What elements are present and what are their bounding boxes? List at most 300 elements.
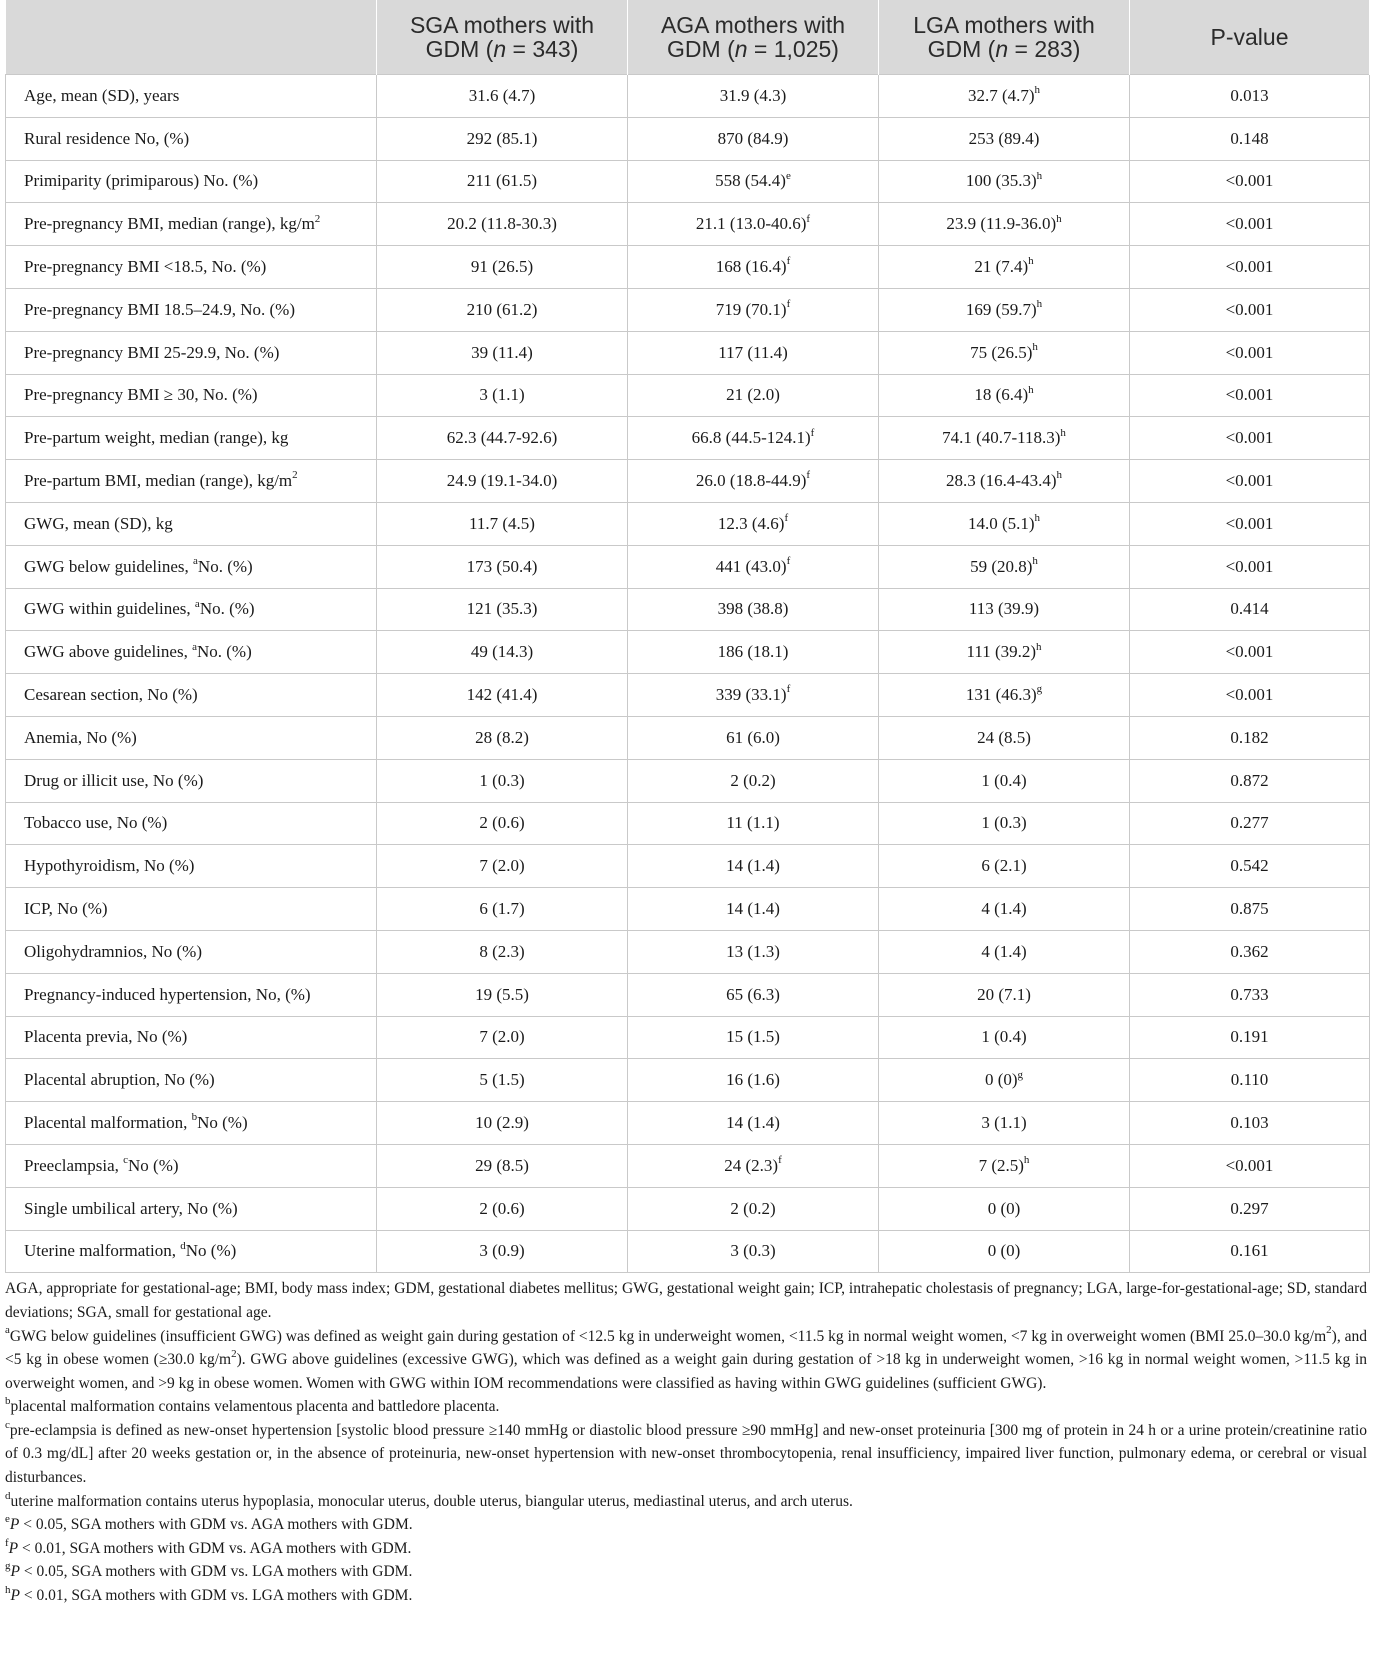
lga-value-footnote-mark: h [1056, 469, 1062, 482]
sga-value-text: 1 (0.3) [479, 770, 525, 790]
footnote-mark: f [5, 1536, 9, 1549]
lga-value [879, 930, 1130, 973]
p-value: <0.001 [1130, 203, 1370, 246]
row-label-suffix: No (%) [197, 1113, 248, 1133]
lga-value [879, 845, 1130, 888]
lga-value [879, 502, 1130, 545]
sga-value [377, 716, 628, 759]
column-header-2 [628, 0, 879, 75]
lga-value [879, 716, 1130, 759]
lga-value-text: 18 (6.4) [974, 385, 1029, 405]
lga-value [879, 417, 1130, 460]
aga-value-text: 339 (33.1) [715, 685, 787, 705]
aga-value [628, 75, 879, 118]
table-row [6, 588, 1370, 631]
aga-value-text: 65 (6.3) [726, 984, 780, 1004]
sga-value [377, 160, 628, 203]
row-label-footnote-mark: 2 [292, 469, 298, 482]
lga-value [879, 331, 1130, 374]
column-header-1 [377, 0, 628, 75]
aga-value-text: 870 (84.9) [717, 128, 789, 148]
row-label-text: Tobacco use, No (%) [24, 813, 168, 833]
table-row [6, 160, 1370, 203]
row-label [6, 160, 377, 203]
footnote-mark: h [5, 1583, 11, 1596]
footnote-c: $^c$pre-eclampsia is defined as new-onset hypertension [systolic blood pressure ≥140 mmHg or diastolic blood pressure ≥90 mmHg] and new-onset proteinuria [300 mg of protein in 24 h or a urine protein/creatinine ratio of 0.3 mg/dL] after 20 weeks gestation or, in the absence of proteinuria, new-onset hypertension with new-onset thrombocytopenia, renal insufficiency, impaired liver function, pulmonary edema, or cerebral or visual disturbances. [5, 1418, 1367, 1487]
p-value: 0.148 [1130, 117, 1370, 160]
column-header-4 [1130, 0, 1370, 75]
lga-value [879, 203, 1130, 246]
footnote-g [5, 1560, 1367, 1584]
p-value: 0.414 [1130, 588, 1370, 631]
aga-value [628, 802, 879, 845]
sga-value-text: 11.7 (4.5) [469, 513, 535, 533]
lga-value-footnote-mark: h [1032, 555, 1038, 567]
row-label-text: Anemia, No (%) [24, 727, 137, 747]
lga-value-footnote-mark: h [1036, 640, 1042, 653]
p-value: <0.001 [1130, 631, 1370, 674]
p-value: 0.733 [1130, 973, 1370, 1016]
row-label-suffix: No. (%) [197, 556, 253, 576]
aga-value-text: 14 (1.4) [726, 899, 780, 919]
footnote-h [5, 1584, 1367, 1608]
table-row [6, 973, 1370, 1016]
sga-value-text: 7 (2.0) [479, 1027, 525, 1047]
table-row [6, 203, 1370, 246]
lga-value [879, 246, 1130, 289]
aga-value-footnote-mark: f [806, 469, 811, 482]
row-label-text: Rural residence No, (%) [24, 128, 190, 148]
row-label-text: Pre-pregnancy BMI ≥ 30, No. (%) [24, 385, 258, 405]
table-row [6, 1016, 1370, 1059]
lga-value-text: 111 (39.2) [966, 642, 1037, 662]
row-label [6, 588, 377, 631]
row-label-text: Single umbilical artery, No (%) [24, 1198, 238, 1218]
row-label-text: GWG within guidelines, [24, 599, 195, 619]
row-label [6, 374, 377, 417]
row-label [6, 845, 377, 888]
aga-value [628, 674, 879, 717]
aga-value [628, 374, 879, 417]
lga-value-footnote-mark: h [1034, 84, 1041, 97]
column-header-n: n [734, 36, 748, 62]
aga-value-text: 21.1 (13.0-40.6) [695, 214, 807, 234]
lga-value-text: 23.9 (11.9-36.0) [946, 214, 1057, 234]
p-value: <0.001 [1130, 674, 1370, 717]
footnote-mark: g [5, 1560, 11, 1573]
aga-value [628, 930, 879, 973]
column-header-text: AGA mothers with GDM ( [660, 12, 846, 62]
row-label-footnote-mark: a [194, 597, 200, 610]
aga-value-text: 24 (2.3) [724, 1155, 779, 1175]
table-row [6, 117, 1370, 160]
sga-value-text: 91 (26.5) [470, 257, 534, 277]
footnote-a: $^a$GWG below guidelines (insufficient GWG) was defined as weight gain during gestation of <12.5 kg in underweight women, <11.5 kg in normal weight women, <7 kg in overweight women (BMI 25.0–30.0 $kg/m^2$), and <5 kg in obese women (≥30.0 $kg/m^2$). GWG above guidelines (excessive GWG), which was defined as a weight gain during gestation of >18 kg in underweight women, >16 kg in normal weight women, >11.5 kg in overweight women, and >9 kg in obese women. Women with GWG within IOM recommendations were classified as having within GWG guidelines (sufficient GWG). [5, 1324, 1367, 1392]
aga-value [628, 1230, 879, 1273]
sga-value [377, 930, 628, 973]
aga-value [628, 1059, 879, 1102]
row-label [6, 674, 377, 717]
p-value: 0.110 [1130, 1059, 1370, 1102]
column-header-n: n [995, 36, 1009, 62]
lga-value-text: 4 (1.4) [981, 899, 1027, 919]
sga-value-text: 3 (0.9) [479, 1241, 525, 1261]
sga-value [377, 888, 628, 931]
sga-value-text: 173 (50.4) [466, 556, 538, 576]
row-label [6, 1059, 377, 1102]
row-label [6, 1016, 377, 1059]
aga-value [628, 203, 879, 246]
aga-value [628, 246, 879, 289]
p-value: 0.875 [1130, 888, 1370, 931]
aga-value-footnote-mark: f [778, 1154, 782, 1167]
p-value: 0.103 [1130, 1102, 1370, 1145]
lga-value [879, 631, 1130, 674]
sga-value-text: 2 (0.6) [479, 813, 525, 833]
sga-value [377, 417, 628, 460]
lga-value-text: 100 (35.3) [965, 171, 1037, 191]
row-label [6, 1230, 377, 1273]
lga-value-text: 1 (0.4) [981, 770, 1027, 790]
aga-value [628, 973, 879, 1016]
lga-value-text: 1 (0.4) [981, 1027, 1027, 1047]
aga-value-text: 2 (0.2) [730, 1198, 776, 1218]
table-container [5, 0, 1369, 1608]
table-row [6, 545, 1370, 588]
sga-value-text: 20.2 (11.8-30.3) [447, 214, 557, 234]
lga-value-text: 24 (8.5) [977, 727, 1031, 747]
row-label-footnote-mark: b [191, 1111, 198, 1124]
row-label-text: Pre-partum BMI, median (range), kg/m [24, 471, 293, 491]
lga-value-text: 32.7 (4.7) [967, 85, 1035, 105]
sga-value [377, 631, 628, 674]
lga-value [879, 117, 1130, 160]
column-header-n: n [493, 36, 507, 62]
row-label-text: GWG below guidelines, [24, 556, 194, 576]
lga-value [879, 973, 1130, 1016]
column-header-3 [879, 0, 1130, 75]
lga-value-footnote-mark: h [1032, 341, 1038, 354]
table-row [6, 1144, 1370, 1187]
aga-value-text: 16 (1.6) [726, 1070, 780, 1090]
column-header-0 [6, 0, 377, 75]
aga-value-text: 21 (2.0) [726, 385, 780, 405]
aga-value-text: 117 (11.4) [718, 342, 788, 362]
table-row [6, 75, 1370, 118]
lga-value-text: 6 (2.1) [981, 856, 1027, 876]
lga-value-text: 0 (0) [987, 1198, 1021, 1218]
row-label-suffix: No (%) [128, 1155, 179, 1175]
table-row [6, 374, 1370, 417]
lga-value-text: 131 (46.3) [965, 685, 1037, 705]
sga-value-text: 8 (2.3) [479, 941, 525, 961]
aga-value [628, 288, 879, 331]
lga-value-footnote-mark: g [1036, 683, 1043, 696]
aga-value-footnote-mark: f [806, 212, 811, 225]
aga-value-footnote-mark: f [786, 555, 791, 567]
aga-value [628, 1187, 879, 1230]
footnote-d: $^d$uterine malformation contains uterus hypoplasia, monocular uterus, double uterus, biangular uterus, mediastinal uterus, and arch uterus. [5, 1489, 853, 1510]
footnote-text: < 0.05, SGA mothers with GDM vs. LGA mothers with GDM. [19, 1563, 413, 1581]
table-row [6, 460, 1370, 503]
column-header-count: = 1,025) [747, 36, 839, 62]
lga-value-text: 74.1 (40.7-118.3) [942, 428, 1061, 448]
sga-value-text: 5 (1.5) [479, 1070, 525, 1090]
table-row [6, 716, 1370, 759]
lga-value-text: 21 (7.4) [974, 257, 1029, 277]
aga-value-text: 168 (16.4) [715, 257, 787, 277]
sga-value [377, 502, 628, 545]
p-value: 0.297 [1130, 1187, 1370, 1230]
sga-value [377, 75, 628, 118]
lga-value-text: 75 (26.5) [970, 342, 1033, 362]
sga-value [377, 845, 628, 888]
table-row [6, 246, 1370, 289]
p-value: <0.001 [1130, 246, 1370, 289]
sga-value [377, 288, 628, 331]
aga-value-text: 2 (0.2) [730, 770, 776, 790]
row-label-text: Hypothyroidism, No (%) [24, 856, 195, 876]
footnote-b: $^b$placental malformation contains velamentous placenta and battledore placenta. [5, 1395, 500, 1416]
footnote-mark: e [5, 1513, 10, 1526]
p-value: <0.001 [1130, 331, 1370, 374]
sga-value [377, 117, 628, 160]
sga-value-text: 29 (8.5) [475, 1155, 529, 1175]
row-label-text: Placental abruption, No (%) [24, 1070, 215, 1090]
row-label-text: Placenta previa, No (%) [24, 1027, 188, 1047]
row-label [6, 1102, 377, 1145]
row-label-text: Pre-pregnancy BMI <18.5, No. (%) [24, 257, 267, 277]
table-row [6, 288, 1370, 331]
p-value: <0.001 [1130, 288, 1370, 331]
row-label [6, 117, 377, 160]
sga-value [377, 1187, 628, 1230]
p-value: <0.001 [1130, 417, 1370, 460]
lga-value [879, 1144, 1130, 1187]
footnotes [5, 1277, 1369, 1607]
sga-value [377, 759, 628, 802]
aga-value-text: 14 (1.4) [726, 1113, 780, 1133]
sga-value-text: 2 (0.6) [479, 1198, 525, 1218]
lga-value-text: 4 (1.4) [981, 941, 1027, 961]
row-label [6, 545, 377, 588]
table-header [6, 0, 1370, 75]
aga-value [628, 117, 879, 160]
lga-value-text: 7 (2.5) [978, 1155, 1024, 1175]
aga-value-footnote-mark: f [786, 255, 791, 268]
sga-value [377, 674, 628, 717]
aga-value-text: 719 (70.1) [715, 299, 787, 319]
p-value: 0.191 [1130, 1016, 1370, 1059]
row-label [6, 631, 377, 674]
row-label [6, 1187, 377, 1230]
row-label [6, 331, 377, 374]
lga-value [879, 888, 1130, 931]
row-label-text: Drug or illicit use, No (%) [24, 770, 204, 790]
footnote-text: < 0.01, SGA mothers with GDM vs. AGA mothers with GDM. [18, 1539, 412, 1557]
lga-value [879, 1016, 1130, 1059]
table-row [6, 502, 1370, 545]
lga-value-text: 169 (59.7) [965, 299, 1037, 319]
sga-value [377, 1102, 628, 1145]
row-label-suffix: No (%) [185, 1241, 237, 1261]
sga-value [377, 1059, 628, 1102]
footnote-e [5, 1513, 1367, 1537]
lga-value-text: 253 (89.4) [968, 128, 1040, 148]
aga-value [628, 331, 879, 374]
footnote-text: < 0.05, SGA mothers with GDM vs. AGA mothers with GDM. [19, 1516, 413, 1534]
sga-value [377, 545, 628, 588]
row-label-footnote-mark: d [180, 1239, 186, 1252]
lga-value-text: 20 (7.1) [977, 984, 1031, 1004]
p-value: 0.013 [1130, 75, 1370, 118]
aga-value-text: 15 (1.5) [726, 1027, 780, 1047]
column-header-text: LGA mothers with GDM ( [913, 12, 1095, 62]
lga-value [879, 75, 1130, 118]
row-label-text: ICP, No (%) [24, 899, 108, 919]
p-value: 0.277 [1130, 802, 1370, 845]
aga-value [628, 502, 879, 545]
row-label-text: Pre-pregnancy BMI, median (range), kg/m [24, 214, 315, 234]
row-label [6, 973, 377, 1016]
p-value: 0.182 [1130, 716, 1370, 759]
row-label-text: Placental malformation, [24, 1113, 192, 1133]
lga-value-text: 1 (0.3) [981, 813, 1027, 833]
lga-value-text: 28.3 (16.4-43.4) [946, 471, 1057, 491]
row-label [6, 203, 377, 246]
p-value: <0.001 [1130, 374, 1370, 417]
row-label-footnote-mark: c [123, 1154, 129, 1167]
lga-value-footnote-mark: g [1017, 1068, 1024, 1081]
sga-value-text: 211 (61.5) [466, 171, 538, 191]
sga-value [377, 802, 628, 845]
footnote-f [5, 1537, 1367, 1561]
row-label [6, 802, 377, 845]
table-row [6, 845, 1370, 888]
lga-value [879, 374, 1130, 417]
aga-value-text: 13 (1.3) [726, 941, 780, 961]
lga-value [879, 1059, 1130, 1102]
row-label-text: Oligohydramnios, No (%) [24, 941, 203, 961]
sga-value-text: 6 (1.7) [479, 899, 525, 919]
lga-value [879, 1102, 1130, 1145]
sga-value [377, 460, 628, 503]
lga-value [879, 1230, 1130, 1273]
row-label [6, 502, 377, 545]
row-label-text: Pregnancy-induced hypertension, No, (%) [24, 984, 311, 1004]
sga-value-text: 49 (14.3) [470, 642, 534, 662]
lga-value-footnote-mark: h [1034, 512, 1041, 525]
sga-value-text: 292 (85.1) [466, 128, 538, 148]
lga-value [879, 1187, 1130, 1230]
sga-value-text: 142 (41.4) [466, 685, 538, 705]
sga-value [377, 1016, 628, 1059]
footnote-p-symbol: P [10, 1587, 20, 1605]
aga-value-footnote-mark: f [784, 512, 789, 525]
lga-value [879, 759, 1130, 802]
row-label-text: Pre-pregnancy BMI 18.5–24.9, No. (%) [24, 299, 295, 319]
table-row [6, 1230, 1370, 1273]
lga-value [879, 160, 1130, 203]
row-label-footnote-mark: a [193, 555, 198, 567]
lga-value [879, 545, 1130, 588]
row-label-text: Primiparity (primiparous) No. (%) [24, 171, 259, 191]
aga-value-text: 66.8 (44.5-124.1) [691, 428, 811, 448]
aga-value-text: 398 (38.8) [717, 599, 789, 619]
row-label [6, 417, 377, 460]
sga-value-text: 31.6 (4.7) [468, 85, 536, 105]
row-label [6, 759, 377, 802]
aga-value-footnote-mark: f [786, 683, 791, 696]
sga-value [377, 1230, 628, 1273]
aga-value-text: 186 (18.1) [717, 642, 789, 662]
sga-value-text: 10 (2.9) [475, 1113, 529, 1133]
row-label [6, 288, 377, 331]
lga-value [879, 588, 1130, 631]
aga-value [628, 588, 879, 631]
sga-value [377, 246, 628, 289]
aga-value-text: 3 (0.3) [730, 1241, 776, 1261]
row-label-text: Uterine malformation, [24, 1241, 181, 1261]
row-label [6, 888, 377, 931]
table-row [6, 802, 1370, 845]
sga-value-text: 121 (35.3) [466, 599, 538, 619]
lga-value-text: 14.0 (5.1) [967, 513, 1035, 533]
aga-value-text: 12.3 (4.6) [717, 513, 785, 533]
footnote-text: < 0.01, SGA mothers with GDM vs. LGA mothers with GDM. [19, 1587, 413, 1605]
lga-value-footnote-mark: h [1060, 426, 1066, 439]
aga-value [628, 1102, 879, 1145]
sga-value-text: 39 (11.4) [471, 342, 533, 362]
row-label-text: Pre-partum weight, median (range), kg [24, 428, 289, 448]
lga-value-text: 3 (1.1) [981, 1113, 1027, 1133]
sga-value-text: 7 (2.0) [479, 856, 525, 876]
column-header-count: = 283) [1008, 36, 1081, 62]
lga-value-footnote-mark: h [1036, 169, 1043, 182]
lga-value-text: 0 (0) [987, 1241, 1021, 1261]
lga-value-footnote-mark: h [1056, 212, 1062, 225]
aga-value-footnote-mark: f [786, 298, 791, 311]
row-label-footnote-mark: 2 [314, 212, 321, 225]
p-value: 0.542 [1130, 845, 1370, 888]
aga-value-footnote-mark: e [785, 169, 791, 182]
aga-value-text: 61 (6.0) [726, 727, 780, 747]
p-value: <0.001 [1130, 160, 1370, 203]
row-label [6, 460, 377, 503]
sga-value-text: 62.3 (44.7-92.6) [446, 428, 558, 448]
p-value: <0.001 [1130, 460, 1370, 503]
row-label [6, 1144, 377, 1187]
footnote-p-symbol: P [10, 1563, 20, 1581]
row-label-text: Cesarean section, No (%) [24, 685, 198, 705]
table-row [6, 1102, 1370, 1145]
sga-value [377, 331, 628, 374]
column-header-count: = 343) [506, 36, 579, 62]
p-value: <0.001 [1130, 545, 1370, 588]
row-label [6, 716, 377, 759]
lga-value [879, 460, 1130, 503]
lga-value-text: 113 (39.9) [968, 599, 1040, 619]
table-row [6, 888, 1370, 931]
p-value: 0.872 [1130, 759, 1370, 802]
aga-value [628, 417, 879, 460]
column-header-text: P-value [1210, 24, 1289, 50]
sga-value [377, 1144, 628, 1187]
aga-value-text: 14 (1.4) [726, 856, 780, 876]
footnote-p-symbol: P [9, 1516, 20, 1534]
aga-value-footnote-mark: f [810, 426, 815, 439]
aga-value [628, 759, 879, 802]
